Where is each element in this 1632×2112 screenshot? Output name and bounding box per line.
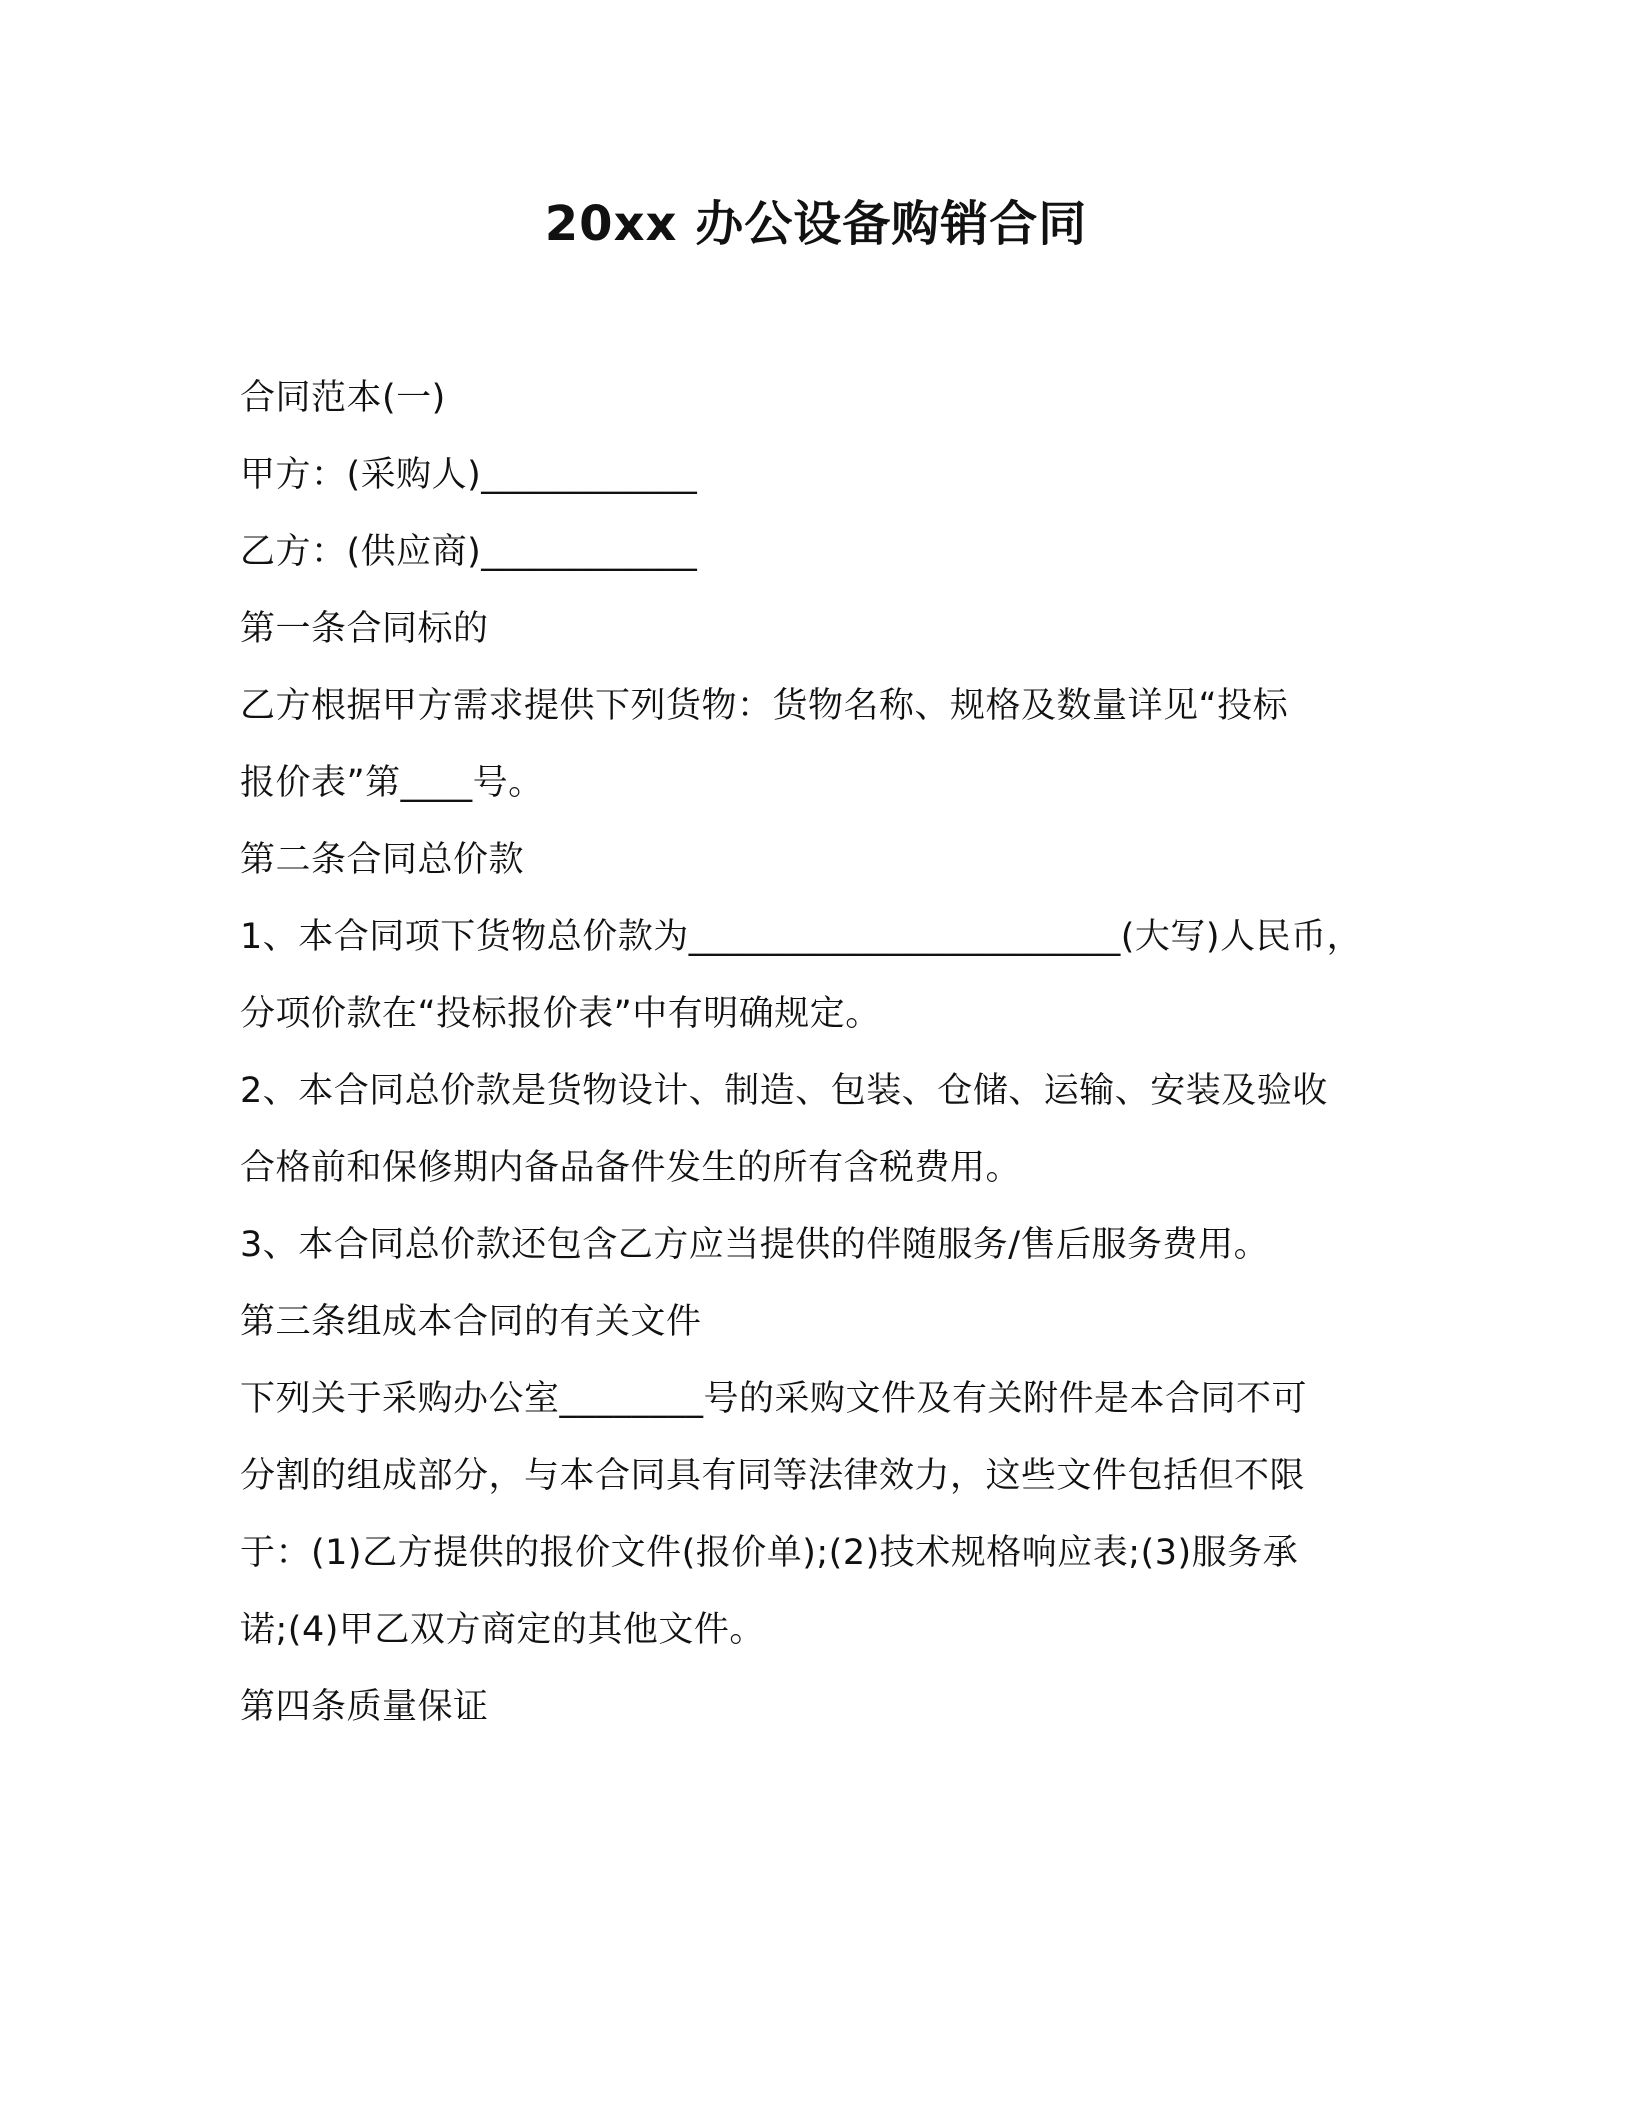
paragraph-line: 分项价款在“投标报价表”中有明确规定。 — [240, 994, 881, 1034]
section-heading: 合同范本(一) — [240, 378, 446, 418]
document-body — [240, 360, 1420, 1746]
paragraph-line: 3、本合同总价款还包含乙方应当提供的伴随服务/售后服务费用。 — [240, 1225, 1270, 1265]
paragraph-line: 2、本合同总价款是货物设计、制造、包装、仓储、运输、安装及验收 — [240, 1071, 1328, 1111]
paragraph-line: 下列关于采购办公室________号的采购文件及有关附件是本合同不可 — [240, 1379, 1308, 1419]
article-4-heading: 第四条质量保证 — [240, 1687, 489, 1727]
party-b-line: 乙方：(供应商)____________ — [240, 532, 698, 572]
article-2-heading: 第二条合同总价款 — [240, 840, 525, 880]
paragraph-line: 分割的组成部分，与本合同具有同等法律效力，这些文件包括但不限 — [240, 1456, 1306, 1496]
document-title: 20xx 办公设备购销合同 — [544, 196, 1088, 252]
party-a-line: 甲方：(采购人)____________ — [240, 455, 698, 495]
article-3-heading: 第三条组成本合同的有关文件 — [240, 1302, 702, 1342]
article-1-heading: 第一条合同标的 — [240, 609, 489, 649]
paragraph-line: 1、本合同项下货物总价款为________________________(大写)人民币， — [240, 917, 1363, 957]
paragraph-line: 诺;(4)甲乙双方商定的其他文件。 — [240, 1610, 765, 1650]
paragraph-line: 于：(1)乙方提供的报价文件(报价单);(2)技术规格响应表;(3)服务承 — [240, 1533, 1299, 1573]
paragraph-line: 合格前和保修期内备品备件发生的所有含税费用。 — [240, 1148, 1022, 1188]
paragraph-line: 乙方根据甲方需求提供下列货物：货物名称、规格及数量详见“投标 — [240, 686, 1289, 726]
paragraph-line: 报价表”第____号。 — [240, 763, 544, 803]
